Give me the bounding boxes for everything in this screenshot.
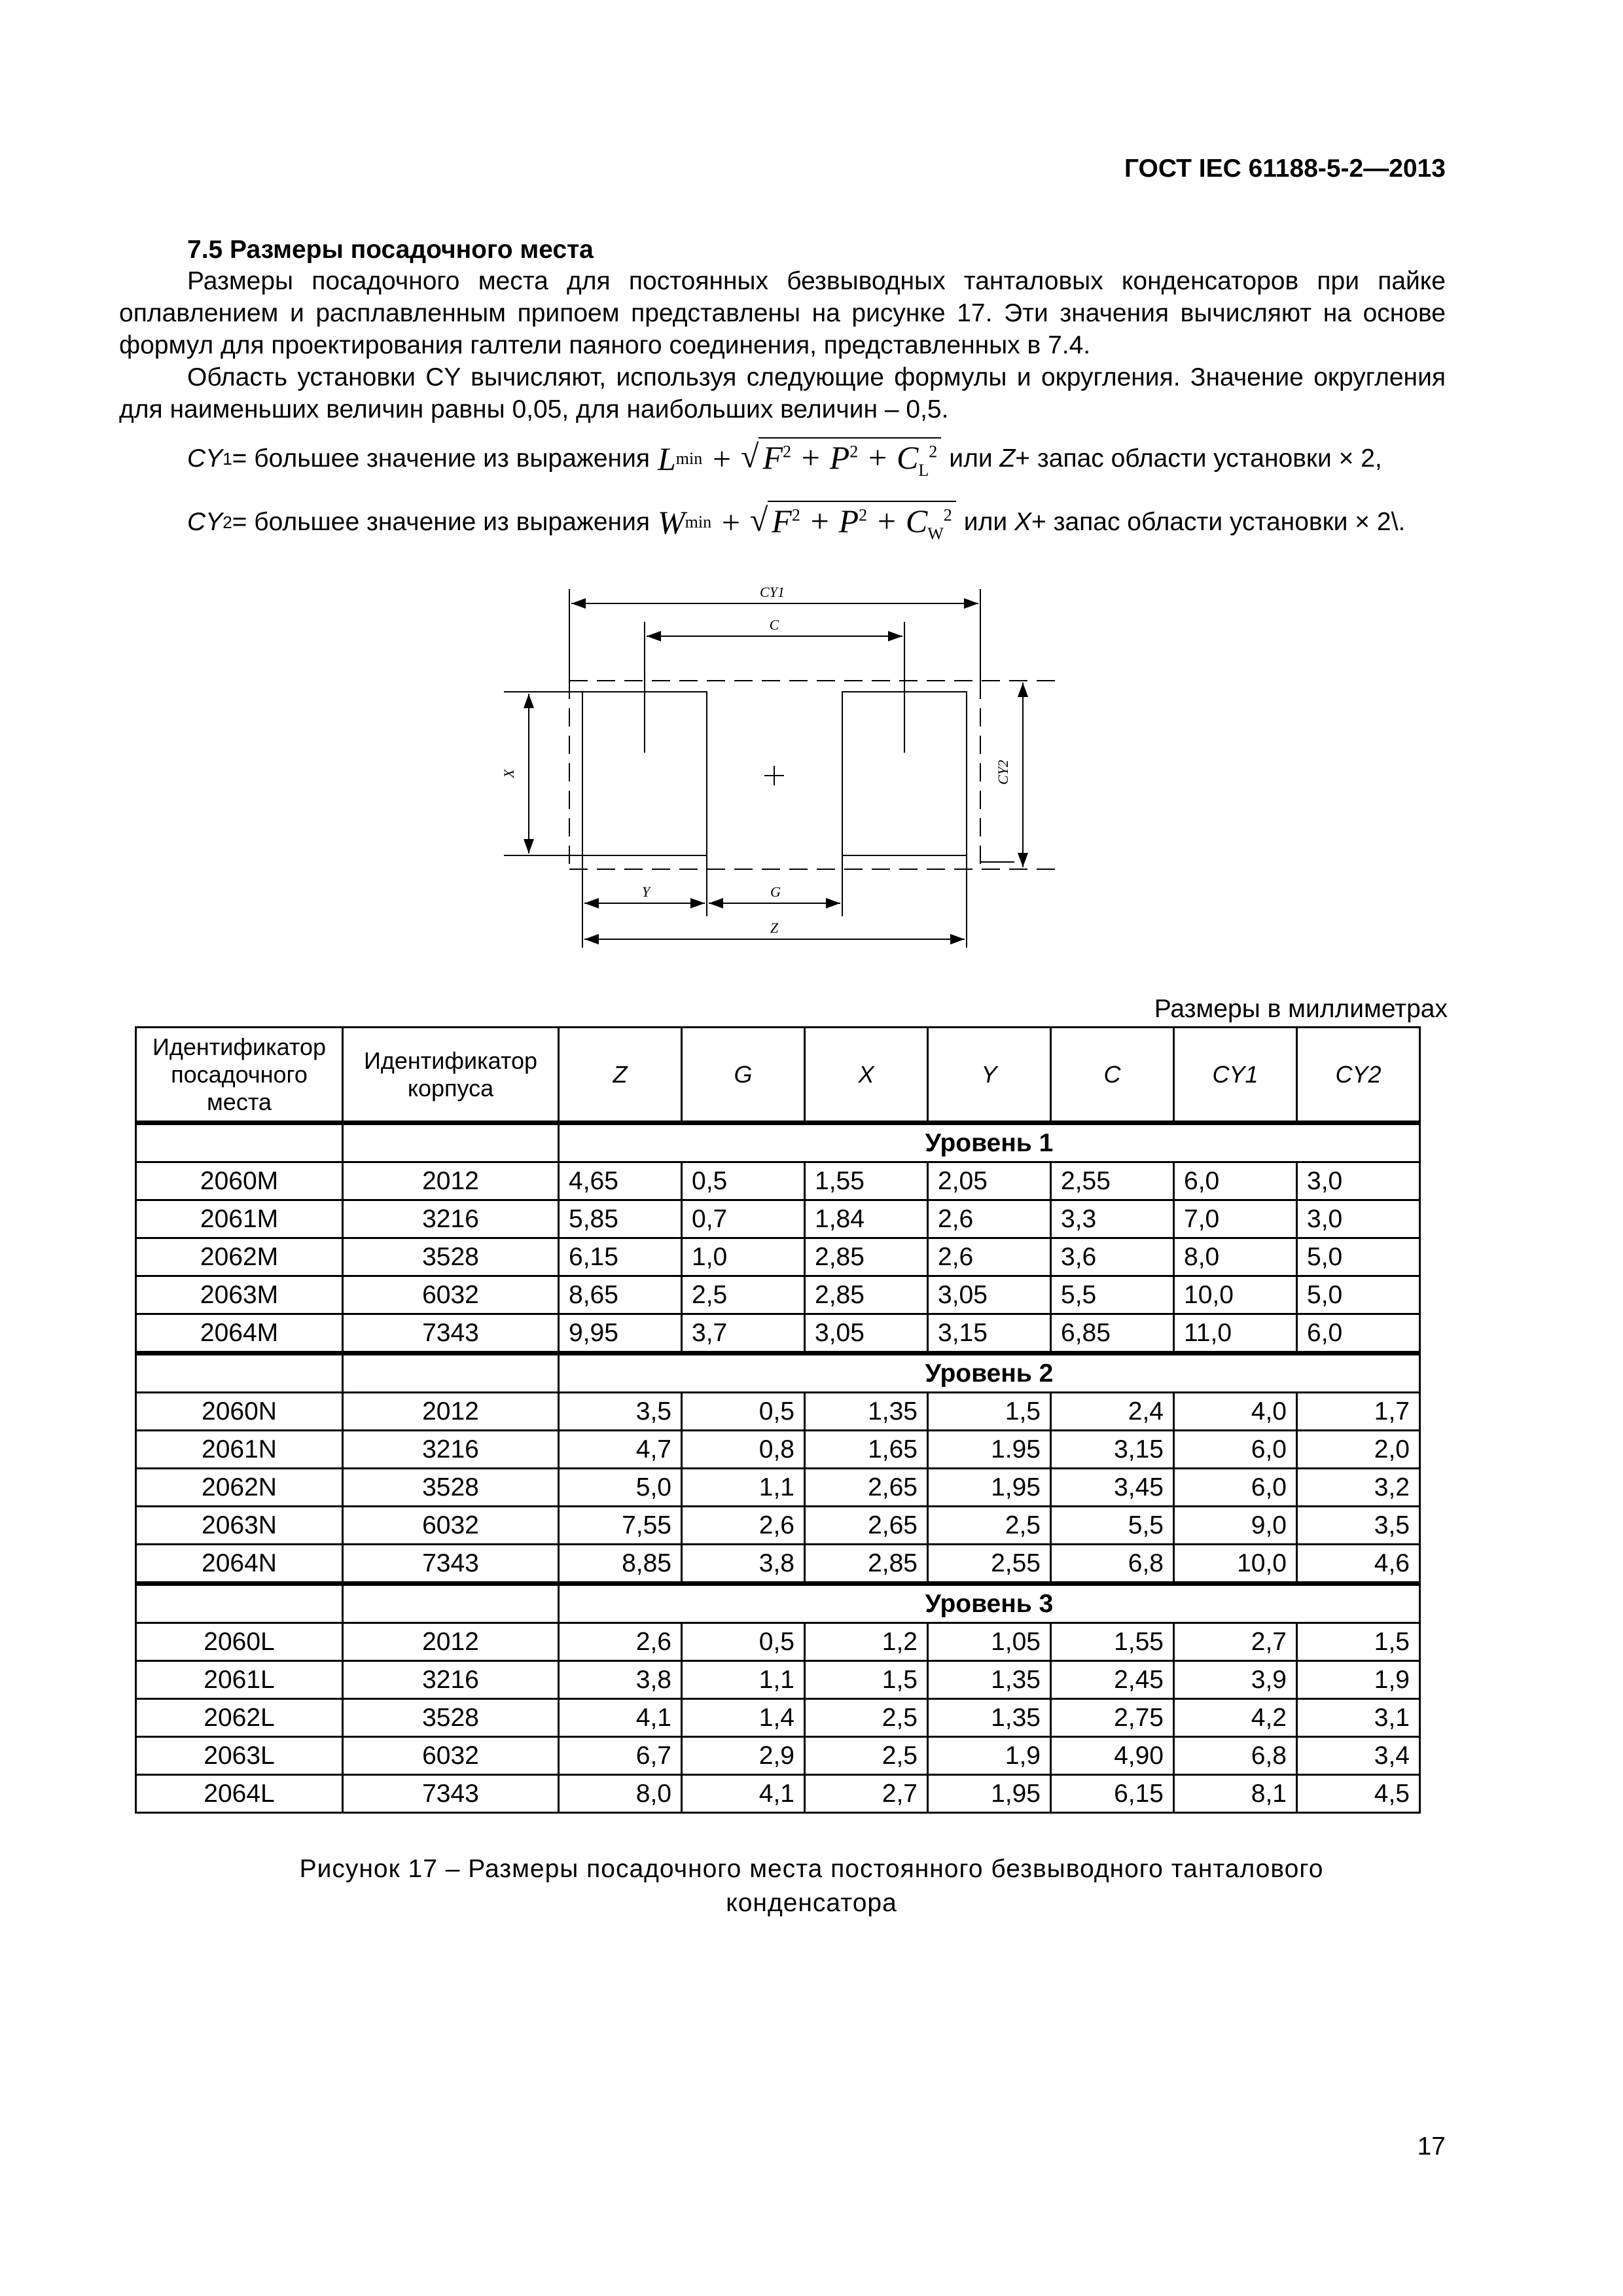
header-c: C [1051, 1028, 1174, 1123]
table-cell: 1,95 [928, 1775, 1051, 1813]
table-cell: 6032 [343, 1276, 559, 1314]
table-cell: 3528 [343, 1699, 559, 1737]
table-cell: 4,1 [682, 1775, 805, 1813]
land-pattern-diagram [484, 576, 1113, 969]
table-cell: 1,55 [1051, 1623, 1174, 1661]
table-cell: 4,1 [559, 1699, 682, 1737]
table-row [136, 1661, 1420, 1699]
table-cell: 3,7 [682, 1314, 805, 1354]
paragraph-2-text: Область установки CY вычисляют, используя следующие формулы и округления. Значение округления для наименьших величин равны 0,05, для наибольших величин – 0,5. [119, 363, 1446, 423]
section-title: 7.5 Размеры посадочного места [187, 236, 594, 264]
table-header-row [136, 1028, 1420, 1123]
formula-cy2-text: = большее значение из выражения [232, 508, 650, 536]
table-cell: 2012 [343, 1393, 559, 1431]
formula-cy2-tail: + запас области установки × 2\. [1031, 508, 1406, 536]
table-cell: 2,5 [682, 1276, 805, 1314]
formula-cy1-tail: + запас области установки × 2, [1015, 444, 1382, 473]
table-cell: 1,9 [928, 1737, 1051, 1775]
table-cell: 9,95 [559, 1314, 682, 1354]
table-cell: 3216 [343, 1431, 559, 1469]
table-row [136, 1507, 1420, 1545]
table-cell: 4,6 [1297, 1545, 1420, 1584]
level-label: Уровень 2 [559, 1354, 1420, 1393]
page-number: 17 [1417, 2132, 1446, 2161]
header-z: Z [559, 1028, 682, 1123]
table-cell: 1,5 [1297, 1623, 1420, 1661]
table-cell: 1,5 [805, 1661, 928, 1699]
table-cell: 1,7 [1297, 1393, 1420, 1431]
units-note: Размеры в миллиметрах [1154, 995, 1448, 1023]
table-cell: 11,0 [1174, 1314, 1297, 1354]
level-row [136, 1354, 1420, 1393]
table-cell: 2064M [136, 1314, 343, 1354]
table-cell: 3216 [343, 1200, 559, 1238]
table-row [136, 1393, 1420, 1431]
formula-cy1-or: или [949, 444, 993, 473]
table-cell: 7343 [343, 1545, 559, 1584]
table-cell: 2,05 [928, 1162, 1051, 1200]
table-cell: 1,9 [1297, 1661, 1420, 1699]
table-cell: 2,5 [805, 1699, 928, 1737]
formula-cy1-label: CY [187, 444, 223, 473]
table-cell: 1,35 [928, 1661, 1051, 1699]
table-cell: 3,3 [1051, 1200, 1174, 1238]
table-cell: 3,5 [559, 1393, 682, 1431]
table-cell: 1,65 [805, 1431, 928, 1469]
label-c: C [769, 617, 779, 633]
label-y: Y [641, 884, 651, 900]
table-cell: 2,4 [1051, 1393, 1174, 1431]
table-cell: 3,8 [559, 1661, 682, 1699]
formula-cy2-or: или [963, 508, 1008, 536]
table-body [136, 1123, 1420, 1813]
header-land-id: Идентификатор посадочного места [136, 1028, 343, 1123]
table-cell: 2012 [343, 1623, 559, 1661]
table-cell: 4,7 [559, 1431, 682, 1469]
table-cell: 1,55 [805, 1162, 928, 1200]
table-row [136, 1276, 1420, 1314]
header-cy2: CY2 [1297, 1028, 1420, 1123]
table-cell: 2,6 [928, 1238, 1051, 1276]
header-case-id: Идентификатор корпуса [343, 1028, 559, 1123]
table-cell: 7343 [343, 1775, 559, 1813]
empty-cell [343, 1354, 559, 1393]
header-g: G [682, 1028, 805, 1123]
table-cell: 2,7 [805, 1775, 928, 1813]
table-cell: 2,5 [928, 1507, 1051, 1545]
table-cell: 7,0 [1174, 1200, 1297, 1238]
figure-caption [0, 1852, 1623, 1920]
table-cell: 3,15 [1051, 1431, 1174, 1469]
table-cell: 2012 [343, 1162, 559, 1200]
level-label: Уровень 1 [559, 1123, 1420, 1162]
table-cell: 2060N [136, 1393, 343, 1431]
table-cell: 6032 [343, 1507, 559, 1545]
table-row [136, 1775, 1420, 1813]
table-cell: 3,05 [805, 1314, 928, 1354]
label-z: Z [770, 920, 779, 936]
formula-cy1-sub: 1 [223, 448, 232, 469]
table-cell: 2064L [136, 1775, 343, 1813]
table-cell: 9,0 [1174, 1507, 1297, 1545]
table-cell: 2,55 [1051, 1162, 1174, 1200]
table-cell: 3,05 [928, 1276, 1051, 1314]
table-cell: 2,9 [682, 1737, 805, 1775]
table-cell: 1,05 [928, 1623, 1051, 1661]
table-cell: 1,35 [928, 1699, 1051, 1737]
table-cell: 2060L [136, 1623, 343, 1661]
table-cell: 2062L [136, 1699, 343, 1737]
table-cell: 3216 [343, 1661, 559, 1699]
table-cell: 0,5 [682, 1393, 805, 1431]
table-cell: 5,0 [559, 1469, 682, 1507]
table-cell: 5,0 [1297, 1276, 1420, 1314]
table-cell: 2061N [136, 1431, 343, 1469]
table-cell: 6,0 [1174, 1162, 1297, 1200]
table-row [136, 1314, 1420, 1354]
table-cell: 2,6 [928, 1200, 1051, 1238]
empty-cell [343, 1123, 559, 1162]
table-cell: 6,0 [1174, 1469, 1297, 1507]
table-cell: 3,1 [1297, 1699, 1420, 1737]
table-cell: 0,5 [682, 1623, 805, 1661]
table-cell: 2,75 [1051, 1699, 1174, 1737]
table-cell: 8,65 [559, 1276, 682, 1314]
table-cell: 1,35 [805, 1393, 928, 1431]
table-cell: 6032 [343, 1737, 559, 1775]
table-cell: 3,8 [682, 1545, 805, 1584]
table-cell: 2062N [136, 1469, 343, 1507]
table-cell: 2064N [136, 1545, 343, 1584]
table-cell: 1.95 [928, 1431, 1051, 1469]
table-cell: 2062M [136, 1238, 343, 1276]
table-cell: 6,0 [1297, 1314, 1420, 1354]
table-row [136, 1200, 1420, 1238]
table-cell: 1,1 [682, 1661, 805, 1699]
dimensions-table [135, 1026, 1421, 1814]
table-row [136, 1162, 1420, 1200]
table-cell: 2,6 [682, 1507, 805, 1545]
formula-cy1-expression: L min + √ $F^2 + P^2 + C_L^2$ [658, 437, 941, 480]
table-cell: 6,0 [1174, 1431, 1297, 1469]
table-cell: 5,5 [1051, 1507, 1174, 1545]
table-row [136, 1737, 1420, 1775]
table-cell: 3,9 [1174, 1661, 1297, 1699]
label-g: G [770, 884, 781, 900]
empty-cell [136, 1123, 343, 1162]
level-row [136, 1123, 1420, 1162]
empty-cell [136, 1354, 343, 1393]
table-cell: 2,45 [1051, 1661, 1174, 1699]
table-cell: 3,4 [1297, 1737, 1420, 1775]
paragraph-2 [119, 361, 1446, 425]
table-cell: 5,85 [559, 1200, 682, 1238]
table-cell: 4,2 [1174, 1699, 1297, 1737]
table-cell: 3528 [343, 1469, 559, 1507]
table-cell: 0,7 [682, 1200, 805, 1238]
table-cell: 1,1 [682, 1469, 805, 1507]
formula-cy1-text: = большее значение из выражения [232, 444, 650, 473]
table-cell: 6,7 [559, 1737, 682, 1775]
table-cell: 10,0 [1174, 1276, 1297, 1314]
table-cell: 0,8 [682, 1431, 805, 1469]
table-cell: 1,2 [805, 1623, 928, 1661]
header-x: X [805, 1028, 928, 1123]
table-cell: 4,65 [559, 1162, 682, 1200]
table-cell: 2061L [136, 1661, 343, 1699]
label-x: X [501, 769, 517, 778]
table-cell: 3,2 [1297, 1469, 1420, 1507]
table-cell: 2060M [136, 1162, 343, 1200]
table-row [136, 1699, 1420, 1737]
caption-line-1: Рисунок 17 – Размеры посадочного места постоянного безвыводного танталового [299, 1855, 1324, 1883]
table-cell: 2,85 [805, 1545, 928, 1584]
table-cell: 1,5 [928, 1393, 1051, 1431]
table-cell: 0,5 [682, 1162, 805, 1200]
header-y: Y [928, 1028, 1051, 1123]
empty-cell [136, 1584, 343, 1623]
table-cell: 2,65 [805, 1469, 928, 1507]
header-cy1: CY1 [1174, 1028, 1297, 1123]
table-cell: 2,7 [1174, 1623, 1297, 1661]
table-cell: 2063L [136, 1737, 343, 1775]
caption-line-2: конденсатора [726, 1889, 897, 1917]
table-cell: 3528 [343, 1238, 559, 1276]
table-cell: 2,55 [928, 1545, 1051, 1584]
table-row [136, 1431, 1420, 1469]
table-cell: 6,85 [1051, 1314, 1174, 1354]
formula-cy2 [187, 501, 1405, 544]
table-cell: 2063N [136, 1507, 343, 1545]
table-cell: 3,6 [1051, 1238, 1174, 1276]
paragraph-1: Размеры посадочного места для постоянных безвыводных танталовых конденсаторов при пайке оплавлением и расплавленным припоем представлены на рисунке 17. Эти значения вычисляют на основе формул для проектирования галтели паяного соединения, представленных в 7.4. [119, 267, 1446, 359]
table-row [136, 1545, 1420, 1584]
table-cell: 2063M [136, 1276, 343, 1314]
table-cell: 3,5 [1297, 1507, 1420, 1545]
table-cell: 1,95 [928, 1469, 1051, 1507]
table-cell: 3,0 [1297, 1200, 1420, 1238]
table-cell: 6,8 [1174, 1737, 1297, 1775]
formula-cy1-var: Z [999, 444, 1016, 473]
level-row [136, 1584, 1420, 1623]
table-cell: 6,15 [559, 1238, 682, 1276]
table-cell: 1,4 [682, 1699, 805, 1737]
table-cell: 2,65 [805, 1507, 928, 1545]
table-cell: 6,15 [1051, 1775, 1174, 1813]
table-cell: 1,0 [682, 1238, 805, 1276]
table-cell: 4,0 [1174, 1393, 1297, 1431]
level-label: Уровень 3 [559, 1584, 1420, 1623]
table-cell: 3,0 [1297, 1162, 1420, 1200]
table-cell: 10,0 [1174, 1545, 1297, 1584]
table-cell: 3,45 [1051, 1469, 1174, 1507]
table-cell: 5,5 [1051, 1276, 1174, 1314]
table-cell: 2061M [136, 1200, 343, 1238]
table-row [136, 1238, 1420, 1276]
table-cell: 7343 [343, 1314, 559, 1354]
formula-cy2-sub: 2 [223, 512, 232, 532]
formula-cy2-label: CY [187, 508, 223, 536]
table-cell: 2,0 [1297, 1431, 1420, 1469]
table-cell: 4,90 [1051, 1737, 1174, 1775]
table-cell: 7,55 [559, 1507, 682, 1545]
formula-cy2-expression: W min + √ $F^2 + P^2 + C_W^2$ [658, 501, 956, 544]
label-cy2: CY2 [995, 760, 1011, 785]
table-row [136, 1469, 1420, 1507]
table-cell: 8,0 [559, 1775, 682, 1813]
table-row [136, 1623, 1420, 1661]
table-cell: 8,1 [1174, 1775, 1297, 1813]
empty-cell [343, 1584, 559, 1623]
label-cy1: CY1 [760, 584, 785, 600]
table-cell: 6,8 [1051, 1545, 1174, 1584]
table-cell: 1,84 [805, 1200, 928, 1238]
table-cell: 2,85 [805, 1238, 928, 1276]
document-header: ГОСТ IEC 61188-5-2—2013 [1124, 154, 1446, 183]
formula-cy2-var: X [1014, 508, 1031, 536]
table-cell: 8,85 [559, 1545, 682, 1584]
table-cell: 2,5 [805, 1737, 928, 1775]
table-cell: 4,5 [1297, 1775, 1420, 1813]
table-cell: 2,85 [805, 1276, 928, 1314]
table-cell: 2,6 [559, 1623, 682, 1661]
table-cell: 5,0 [1297, 1238, 1420, 1276]
table-cell: 8,0 [1174, 1238, 1297, 1276]
table-cell: 3,15 [928, 1314, 1051, 1354]
formula-cy1 [187, 437, 1382, 480]
